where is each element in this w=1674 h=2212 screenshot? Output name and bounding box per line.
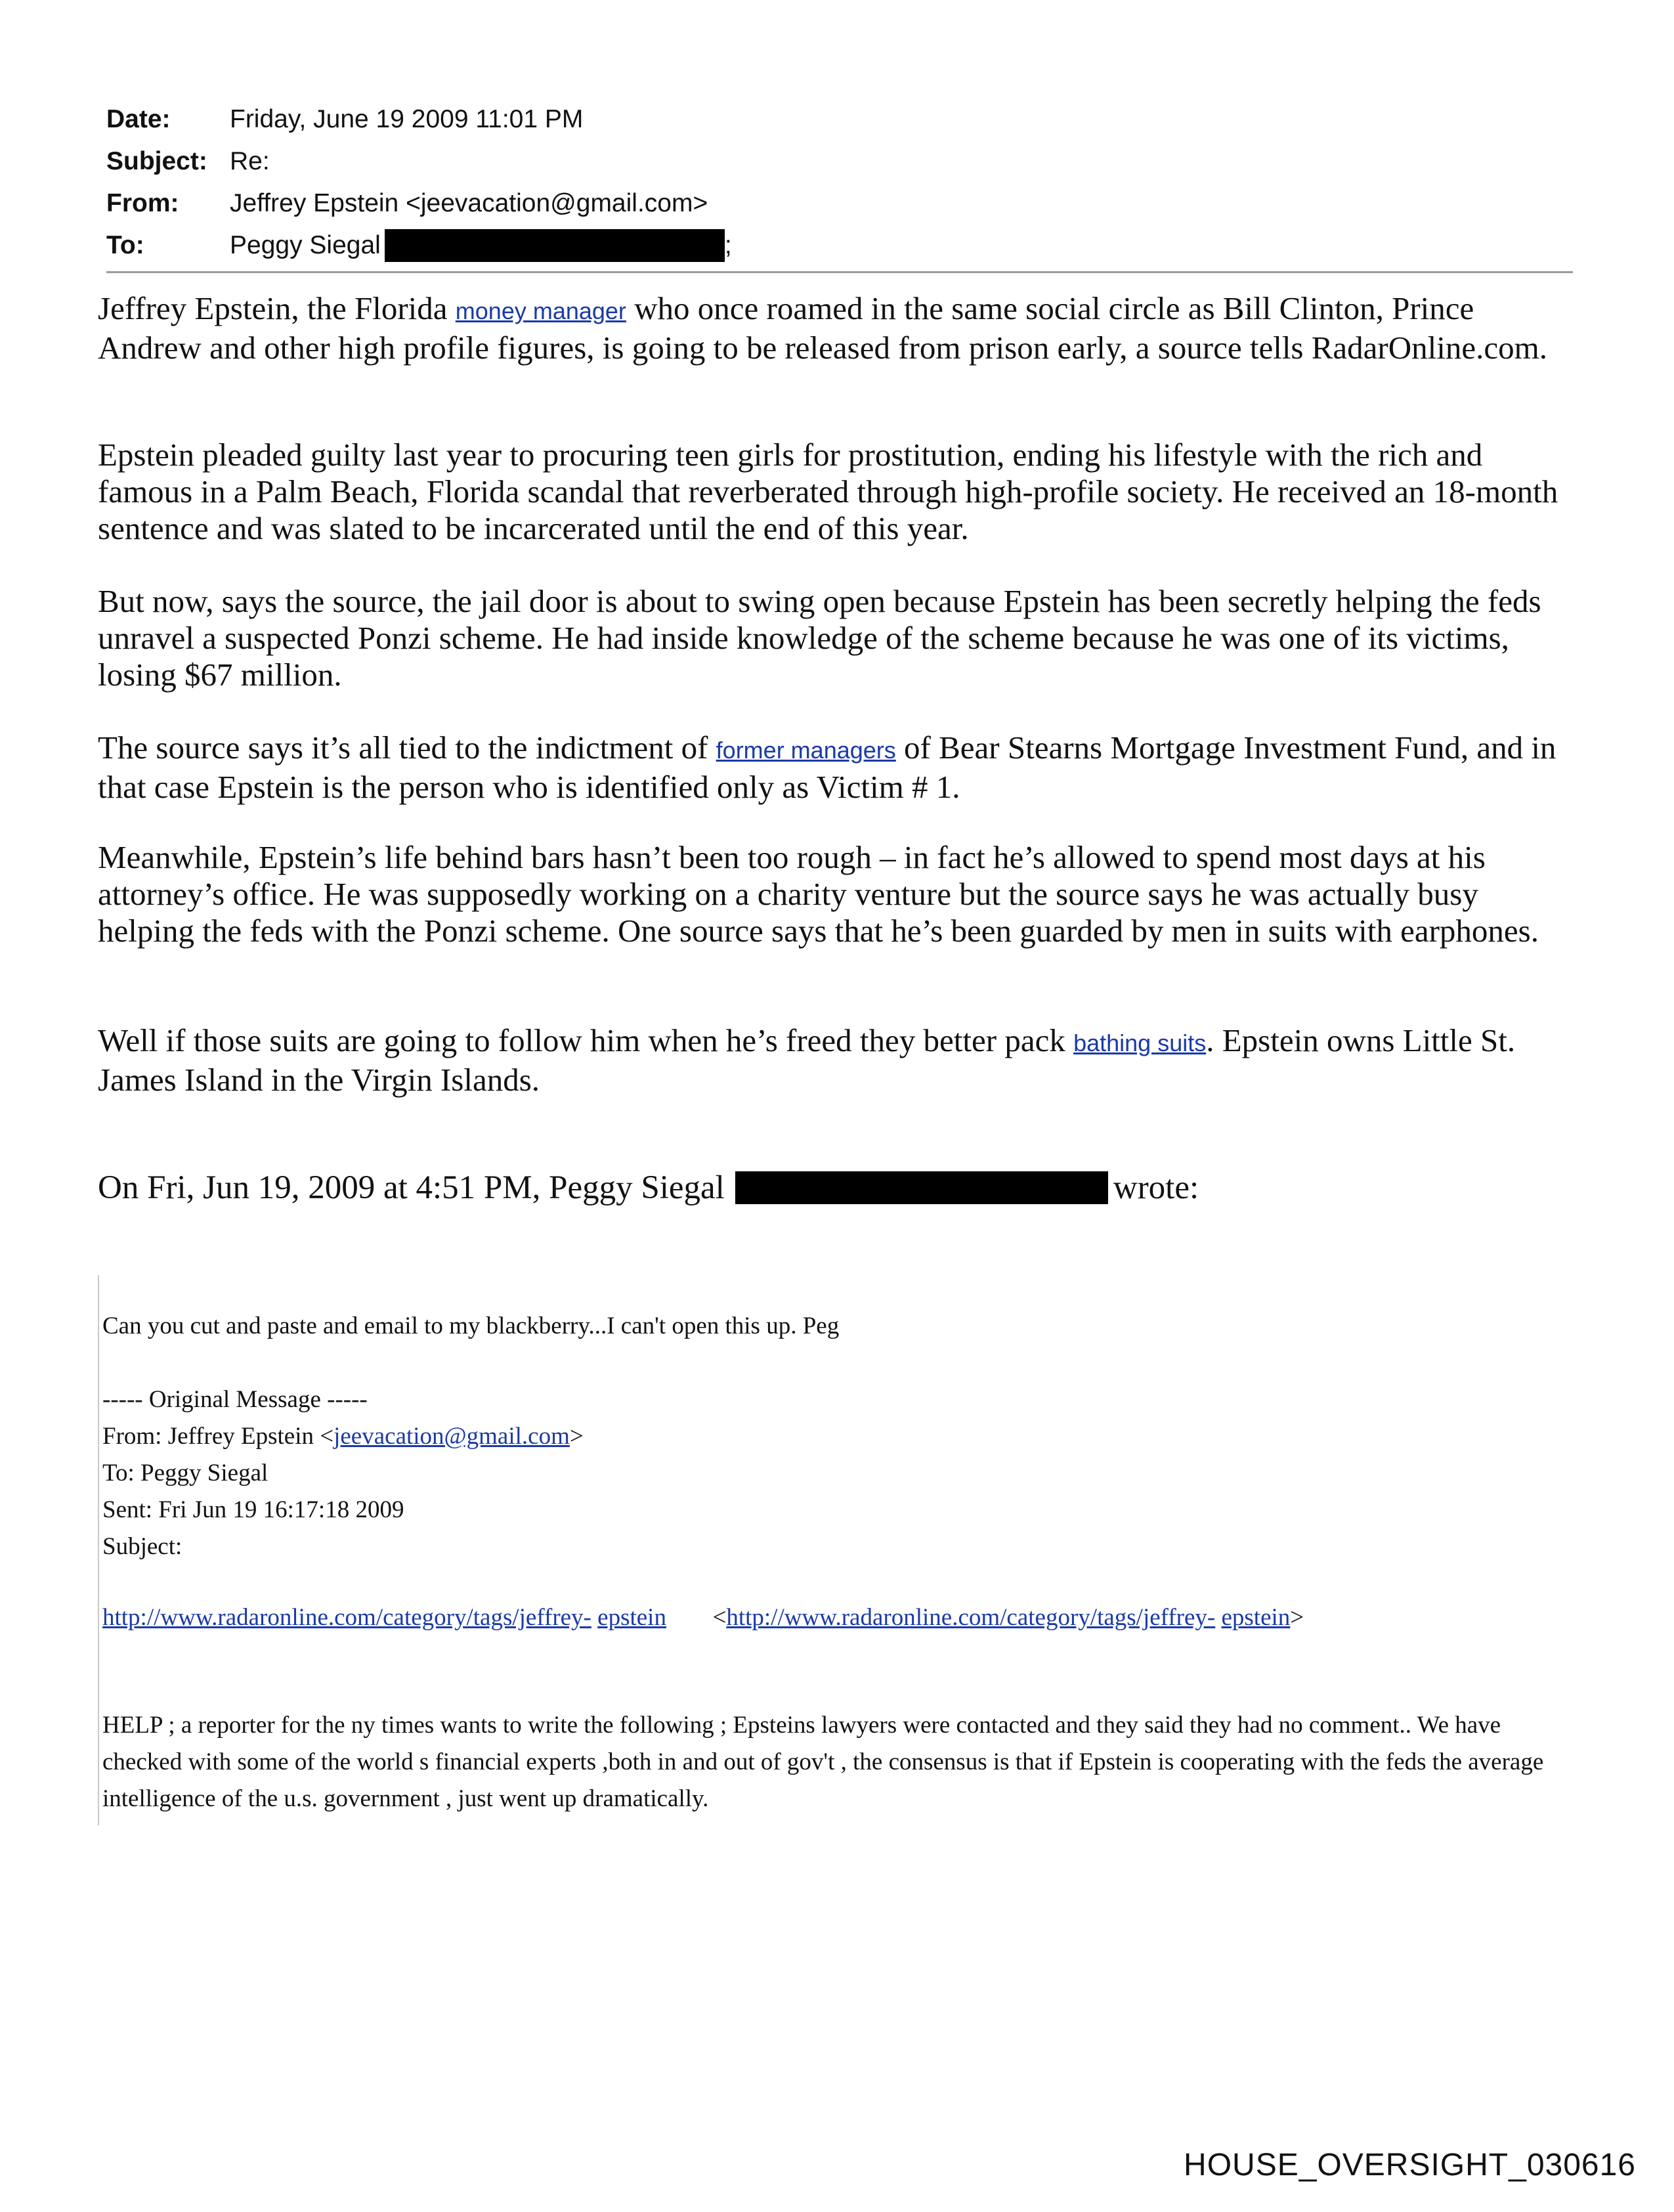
wrote-text-a: On Fri, Jun 19, 2009 at 4:51 PM, Peggy Siegal (98, 1169, 725, 1206)
quoted-line-1 (102, 1308, 1579, 1345)
original-subject: Subject: (102, 1533, 182, 1560)
original-from-label: From: Jeffrey Epstein < (102, 1423, 334, 1450)
original-message-block (102, 1381, 1579, 1565)
from-row (106, 183, 1574, 225)
paragraph-6 (98, 1022, 1572, 1098)
original-from-close: > (569, 1423, 584, 1450)
from-label: From: (106, 189, 179, 217)
p1-text-a: Jeffrey Epstein, the Florida (98, 290, 448, 326)
paragraph-5 (98, 839, 1572, 949)
radar-url-link-2a[interactable]: http://www.radaronline.com/category/tags/jeffrey- (726, 1604, 1216, 1631)
original-to: To: Peggy Siegal (102, 1460, 268, 1486)
header-divider (106, 271, 1573, 273)
radar-url-link-2b[interactable]: epstein (1221, 1604, 1291, 1631)
original-message-header: ----- Original Message ----- (102, 1386, 368, 1413)
bates-number: HOUSE_OVERSIGHT_030616 (1184, 2148, 1636, 2182)
url-line (102, 1599, 1579, 1636)
url2-close: > (1290, 1604, 1304, 1631)
money-manager-link[interactable]: money manager (455, 297, 626, 324)
reply-attribution (98, 1169, 1199, 1207)
help-text: HELP ; a reporter for the ny times wants to write the following ; Epsteins lawyers were contacted and they said they had no comment.. We have checked with some of the world s financial experts ,both in and out of gov't , the consensus is that if Epstein is cooperating with the feds the average intelligence of the u.s. government , just went up dramatically. (102, 1712, 1544, 1812)
date-label: Date: (106, 105, 171, 133)
original-sent: Sent: Fri Jun 19 16:17:18 2009 (102, 1496, 404, 1523)
to-label: To: (106, 231, 144, 259)
from-value: Jeffrey Epstein <jeevacation@gmail.com> (230, 189, 708, 217)
original-from-email-link[interactable]: jeevacation@gmail.com (333, 1423, 570, 1450)
url2-open: < (712, 1604, 727, 1631)
p4-text-b: of Bear Stearns Mortgage Investment Fund, and in that case Epstein is the person who is identified only as Victim # 1. (98, 729, 1556, 805)
paragraph-4 (98, 729, 1572, 806)
to-suffix: ; (724, 231, 732, 259)
to-value: Peggy Siegal (230, 231, 381, 259)
subject-value: Re: (230, 147, 270, 175)
quote-bar (98, 1275, 99, 1825)
email-header (106, 98, 1574, 267)
p5-text: Meanwhile, Epstein’s life behind bars hasn’t been too rough – in fact he’s allowed to spend most days at his attorney’s office. He was supposedly working on a charity venture but the source says he was actually busy helping the feds with the Ponzi scheme. One source says that he’s been guarded by men in suits with earphones. (98, 839, 1539, 949)
quoted-request: Can you cut and paste and email to my blackberry...I can't open this up. Peg (102, 1312, 840, 1339)
radar-url-link-1a[interactable]: http://www.radaronline.com/category/tags/jeffrey- (102, 1604, 591, 1631)
p6-text-a: Well if those suits are going to follow him when he’s freed they better pack (98, 1022, 1065, 1058)
date-row (106, 98, 1574, 141)
to-value-wrap (230, 229, 732, 262)
bathing-suits-link[interactable]: bathing suits (1073, 1030, 1207, 1056)
former-managers-link[interactable]: former managers (716, 737, 896, 764)
original-from (102, 1418, 1579, 1455)
redaction-box (735, 1171, 1108, 1204)
p3-text: But now, says the source, the jail door is about to swing open because Epstein has been secretly helping the feds unravel a suspected Ponzi scheme. He had inside knowledge of the scheme because he was one of its victims, losing $67 million. (98, 583, 1541, 693)
p2-text: Epstein pleaded guilty last year to procuring teen girls for prostitution, ending his lifestyle with the rich and famous in a Palm Beach, Florida scandal that reverberated through high-profile society. He received an 18-month sentence and was slated to be incarcerated until the end of this year. (98, 437, 1558, 546)
date-value: Friday, June 19 2009 11:01 PM (230, 105, 584, 133)
paragraph-1 (98, 290, 1572, 366)
paragraph-2 (98, 437, 1572, 547)
wrote-text-b: wrote: (1113, 1169, 1199, 1206)
radar-url-link-1b[interactable]: epstein (597, 1604, 666, 1631)
subject-row (106, 141, 1574, 183)
p1-text-b: who once roamed in the same social circle as Bill Clinton, Prince Andrew and other high profile figures, is going to be released from prison early, a source tells RadarOnline.com. (98, 290, 1547, 366)
p4-text-a: The source says it’s all tied to the indictment of (98, 729, 708, 766)
to-row (106, 225, 1574, 267)
p6-text-b: . Epstein owns Little St. James Island in the Virgin Islands. (98, 1022, 1516, 1098)
help-paragraph (102, 1707, 1579, 1817)
subject-label: Subject: (106, 147, 207, 175)
redaction-box (385, 229, 725, 262)
paragraph-3 (98, 583, 1572, 693)
